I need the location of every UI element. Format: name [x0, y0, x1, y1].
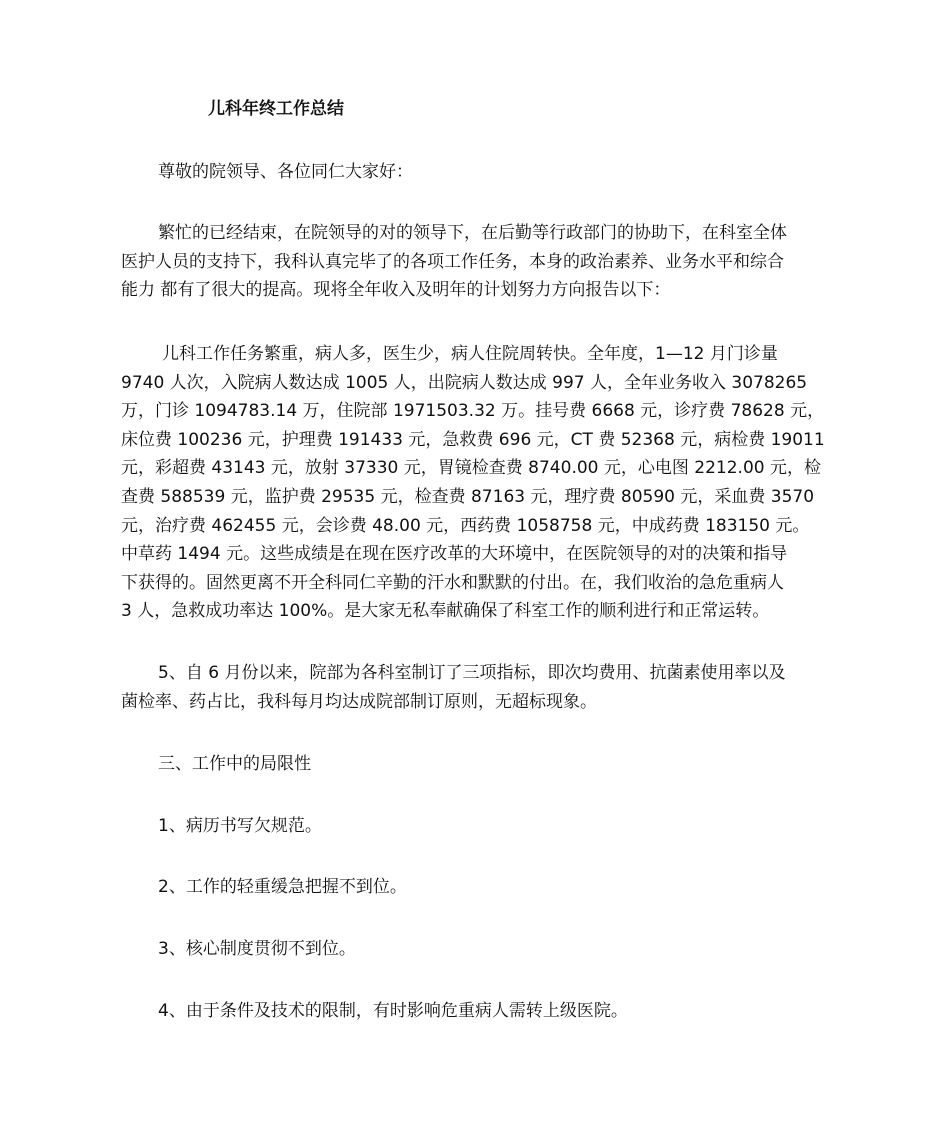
paragraph-line: 能力 都有了很大的提高。现将全年收入及明年的计划努力方向报告以下： — [121, 280, 671, 301]
list-item: 2、工作的轻重缓急把握不到位。 — [158, 877, 407, 897]
paragraph-line: 3 人，急救成功率达 100%。是大家无私奉献确保了科室工作的顺利进行和正常运转。 — [121, 601, 770, 622]
paragraph-line: 繁忙的已经结束，在院领导的对的领导下，在后勤等行政部门的协助下，在科室全体 — [158, 223, 787, 243]
paragraph-line: 菌检率、药占比，我科每月均达成院部制订原则，无超标现象。 — [121, 691, 597, 712]
work-summary-paragraph — [121, 340, 836, 626]
document-title: 儿科年终工作总结 — [208, 99, 344, 119]
paragraph-line: 中草药 1494 元。这些成绩是在现在医疗改革的大环境中，在医院领导的对的决策和指导 — [121, 544, 788, 565]
list-item: 3、核心制度贯彻不到位。 — [158, 939, 356, 959]
paragraph-line: 查费 588539 元，监护费 29535 元，检查费 87163 元，理疗费 80590 元，采血费 3570 — [121, 486, 815, 507]
paragraph-line: 床位费 100236 元，护理费 191433 元，急救费 696 元，CT 费 52368 元，病检费 19011 — [121, 429, 825, 450]
paragraph-line: 万，门诊 1094783.14 万，住院部 1971503.32 万。挂号费 6668 元，诊疗费 78628 元， — [121, 401, 825, 422]
paragraph-line: 元，治疗费 462455 元，会诊费 48.00 元，西药费 1058758 元，中成药费 183150 元。 — [121, 515, 810, 536]
intro-paragraph — [121, 219, 836, 305]
greeting-line: 尊敬的院领导、各位同仁大家好： — [158, 162, 413, 182]
list-item: 1、病历书写欠规范。 — [158, 816, 322, 836]
list-item: 4、由于条件及技术的限制，有时影响危重病人需转上级医院。 — [158, 1001, 628, 1021]
paragraph-line: 医护人员的支持下，我科认真完毕了的各项工作任务，本身的政治素养、业务水平和综合 — [121, 251, 784, 272]
paragraph-line: 儿科工作任务繁重，病人多，医生少，病人住院周转快。全年度，1—12 月门诊量 — [162, 344, 778, 364]
paragraph-line: 9740 人次，入院病人数达成 1005 人，出院病人数达成 997 人，全年业务收入 3078265 — [121, 372, 808, 393]
paragraph-line: 5、自 6 月份以来，院部为各科室制订了三项指标，即次均费用、抗菌素使用率以及 — [158, 663, 786, 683]
paragraph-line: 下获得的。固然更离不开全科同仁辛勤的汗水和默默的付出。在，我们收治的急危重病人 — [121, 572, 784, 593]
paragraph-line: 元，彩超费 43143 元，放射 37330 元，胃镜检查费 8740.00 元，心电图 2212.00 元，检 — [121, 458, 821, 479]
indicators-paragraph — [121, 659, 836, 716]
section-heading: 三、工作中的局限性 — [158, 754, 311, 774]
